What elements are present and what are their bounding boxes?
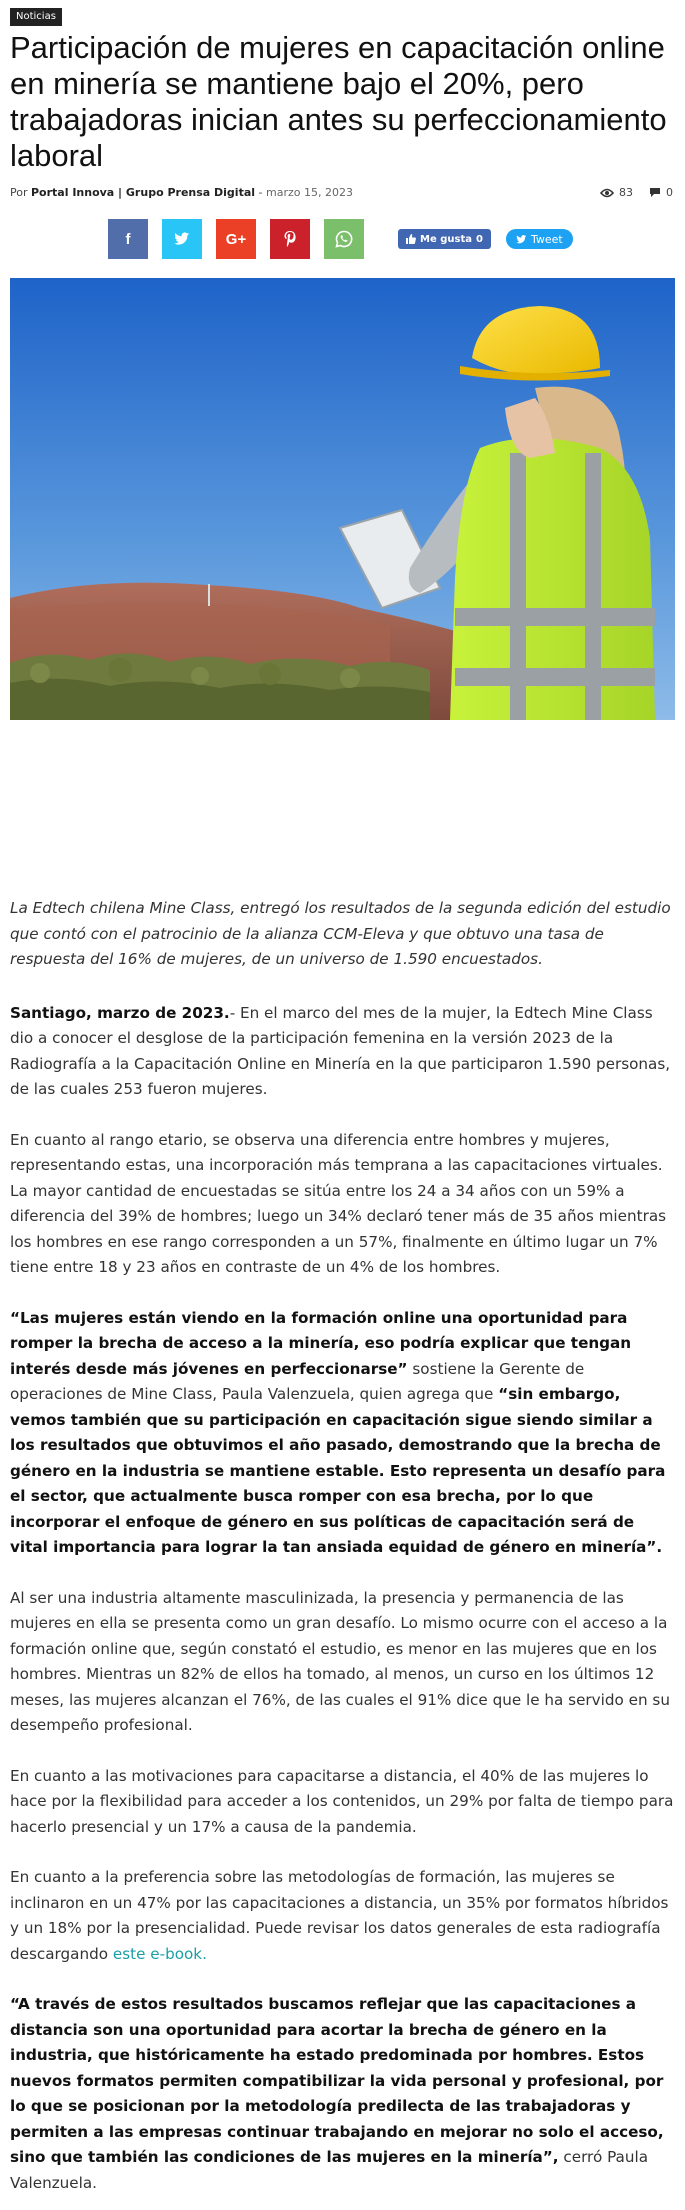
paragraph-text: cerró Paula Valenzuela. [10,2148,649,2192]
paragraph-text: sostiene la Gerente de operaciones de Mine Class, Paula Valenzuela, quien agrega que [10,1359,585,1403]
article-title: Participación de mujeres en capacitación online en minería se mantiene bajo el 20%, pero trabajadoras inician antes su perfeccionamiento laboral [10,30,667,173]
article-paragraph [10,1001,675,1103]
views-count: 83 [619,186,633,199]
paragraph-text: - En el marco del mes de la mujer, la Edtech Mine Class dio a conocer el desglose de la participación femenina en la versión 2023 de la Radiografía a la Capacitación Online en Minería en la que participaron 1.590 personas, de las cuales 253 fueron mujeres. [10,1003,671,1098]
share-gplus-button[interactable] [216,219,256,259]
share-facebook-button[interactable] [108,219,148,259]
twitter-bird-icon [516,235,527,244]
comments-count: 0 [666,186,673,199]
post-stats [600,186,673,199]
article-paragraph: En cuanto al rango etario, se observa una diferencia entre hombres y mujeres, representando estas, una incorporación más temprana a las capacitaciones virtuales. La mayor cantidad de encuestadas se sitúa entre los 24 a 34 años con un 59% a diferencia del 39% de hombres; luego un 34% declaró tener más de 35 años mientras los hombres en ese rango corresponden a un 57%, finalmente en último lugar un 7% tiene entre 18 y 23 años en contraste de un 4% de los hombres. [10,1130,667,1276]
article-paragraph: En cuanto a las motivaciones para capacitarse a distancia, el 40% de las mujeres lo hace por la flexibilidad para acceder a los contenidos, un 29% por falta de tiempo para hacerlo presencial y un 17% a causa de la pandemia. [10,1766,674,1836]
article-lead: La Edtech chilena Mine Class, entregó los resultados de la segunda edición del estudio que contó con el patrocinio de la alianza CCM-Eleva y que obtuvo una tasa de respuesta del 16% de mujeres, de un universo de 1.590 encuestados. [10,899,671,968]
featured-image [10,278,675,720]
article-body [10,896,675,2210]
mine-worker-photo [10,278,675,720]
views-stat [600,186,633,199]
author-link[interactable]: Portal Innova | Grupo Prensa Digital [31,186,256,199]
article-paragraph: Al ser una industria altamente masculinizada, la presencia y permanencia de las mujeres en ella se presenta como un gran desafío. Lo mismo ocurre con el acceso a la formación online que, según constató el estudio, es menor en las mujeres que en los hombres. Mientras un 82% de ellos ha tomado, al menos, un curso en los últimos 12 meses, las mujeres alcanzan el 76%, de las cuales el 91% dice que le ha servido en su desempeño profesional. [10,1588,670,1734]
comments-stat[interactable] [649,186,673,199]
paragraph-text: En cuanto a la preferencia sobre las metodologías de formación, las mujeres se inclinaron en un 47% por las capacitaciones a distancia, un 35% por formatos híbridos y un 18% por la presencialidad. Puede revisar los datos generales de esta radiografía descargando [10,1868,669,1963]
byline [10,186,353,199]
byline-separator: - [258,186,263,199]
dateline: Santiago, marzo de 2023. [10,1003,230,1022]
share-buttons [108,219,364,259]
ebook-link[interactable]: este e-book. [112,1944,207,1963]
like-label: Me gusta [420,233,472,245]
article-paragraph [10,1865,675,1967]
tweet-label: Tweet [531,232,563,246]
pinterest-icon [283,230,297,248]
twitter-icon [174,232,190,246]
like-count: 0 [475,233,483,245]
share-whatsapp-button[interactable] [324,219,364,259]
eye-icon [600,188,614,198]
category-tag[interactable]: Noticias [10,8,62,26]
share-pinterest-button[interactable] [270,219,310,259]
gplus-icon: G+ [225,230,247,248]
quote-text: “sin embargo, vemos también que su participación en capacitación sigue siendo similar a los resultados que obtuvimos el año pasado, demostrando que la brecha de género en la industria se mantiene estable. Esto representa un desafío para el sector, que actualmente busca romper con esa brecha, por lo que incorporar el enfoque de género en sus políticas de capacitación será de vital importancia para lograr la tan ansiada equidad de género en minería”. [10,1385,666,1556]
whatsapp-icon [335,230,353,248]
byline-prefix: Por [10,186,28,199]
facebook-icon: f [125,230,131,248]
thumbs-up-icon [406,234,416,244]
tweet-button[interactable] [506,229,573,249]
article-paragraph [10,1992,675,2196]
publish-date: marzo 15, 2023 [266,186,353,199]
facebook-like-button[interactable] [398,229,491,249]
comment-icon [649,187,661,198]
quote-text: “Las mujeres están viendo en la formación online una oportunidad para romper la brecha de acceso a la minería, eso podría explicar que tengan interés desde más jóvenes en perfeccionarse” [10,1308,632,1378]
share-twitter-button[interactable] [162,219,202,259]
article-paragraph [10,1306,675,1561]
quote-text: “A través de estos resultados buscamos reflejar que las capacitaciones a distancia son una oportunidad para acortar la brecha de género en la industria, que históricamente ha estado predominada por hombres. Estos nuevos formatos permiten compatibilizar la vida personal y profesional, por lo que se posicionan por la metodología predilecta de las trabajadoras y permiten a las empresas continuar trabajando en mejorar no solo el acceso, sino que también las condiciones de las mujeres en la minería”, [10,1995,664,2166]
